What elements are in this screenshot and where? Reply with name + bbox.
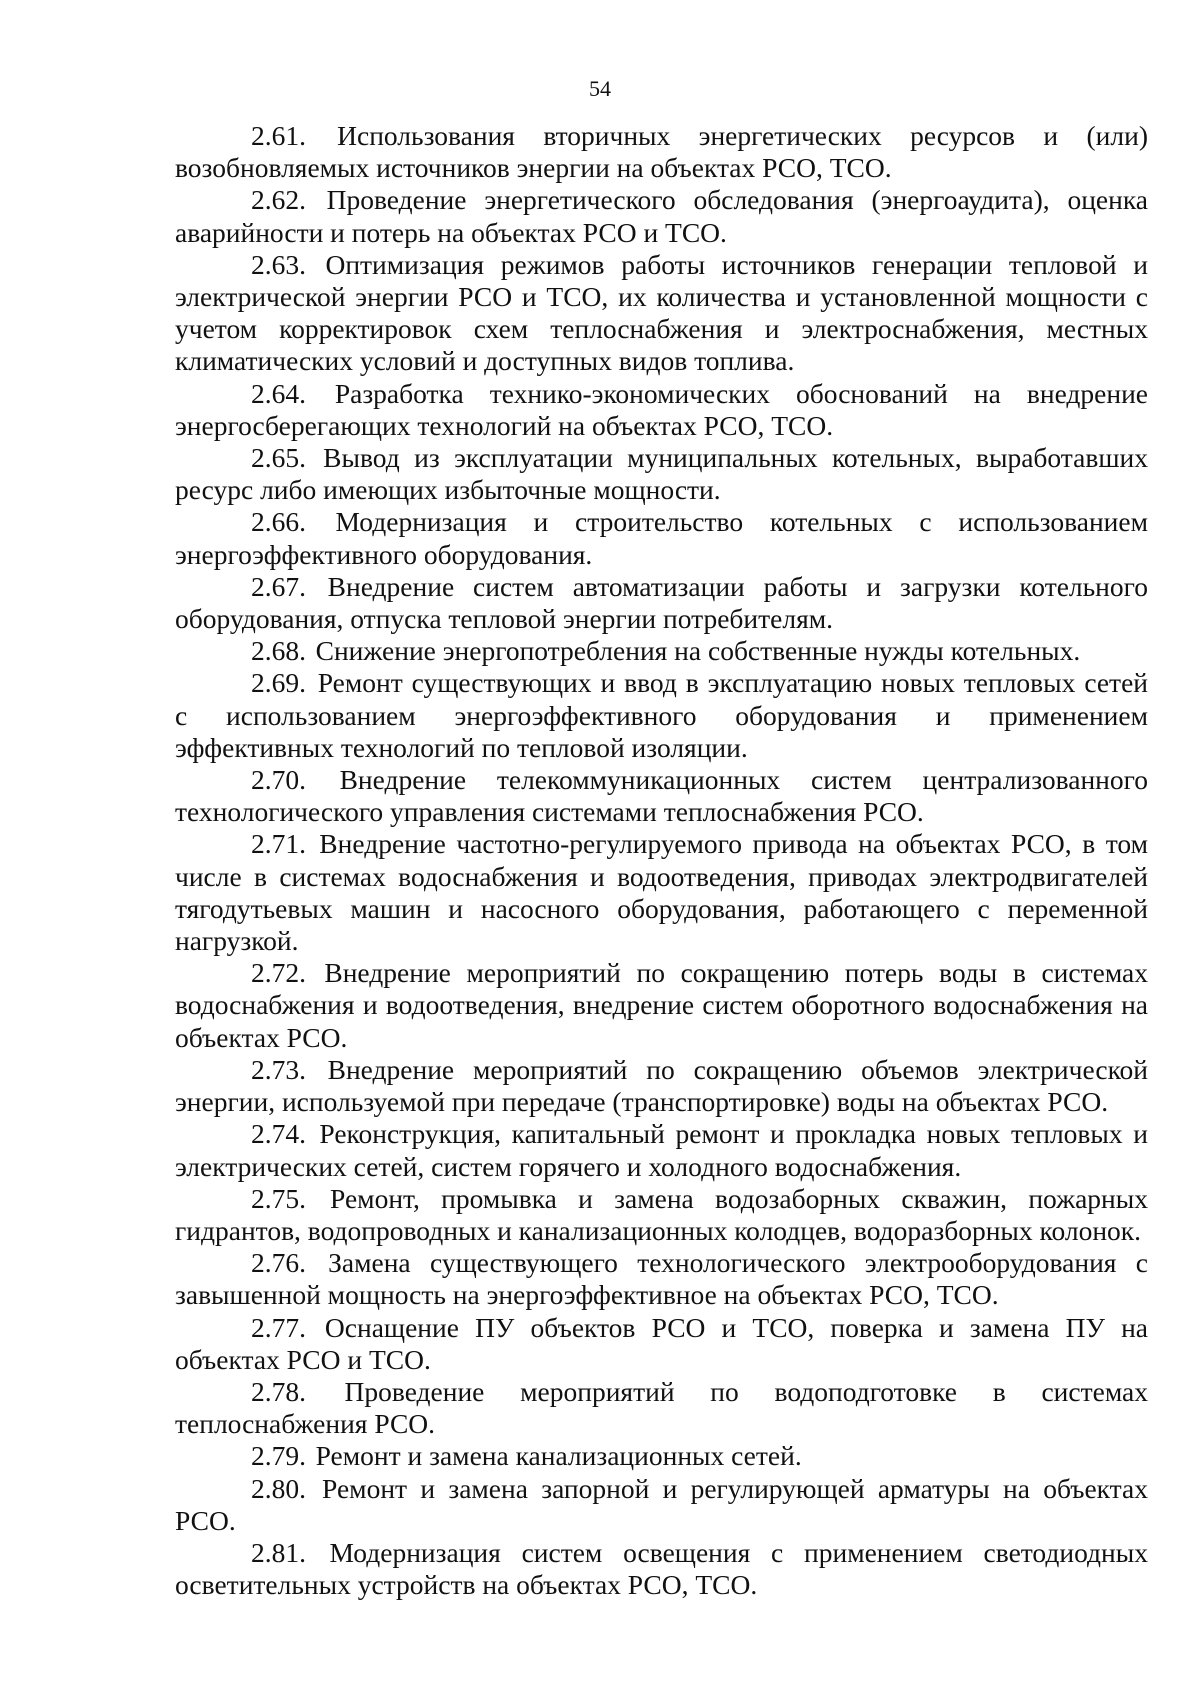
list-item (175, 1440, 1148, 1472)
item-text: Ремонт и замена запорной и регулирующей арматуры на объектах РСО. (175, 1472, 1148, 1536)
item-number: 2.75. (251, 1182, 306, 1214)
item-text: Вывод из эксплуатации муниципальных котельных, выработавших ресурс либо имеющих избыточные мощности. (175, 442, 1148, 506)
item-text: Внедрение систем автоматизации работы и загрузки котельного оборудования, отпуска тепловой энергии потребителям. (175, 570, 1148, 635)
list-item (175, 1537, 1148, 1601)
item-text: Замена существующего технологического электрооборудования с завышенной мощность на энергоэффективное на объектах РСО, ТСО. (175, 1247, 1148, 1311)
list-item (175, 957, 1148, 1054)
item-number: 2.76. (251, 1247, 306, 1279)
item-number: 2.74. (251, 1118, 306, 1150)
item-text: Ремонт и замена канализационных сетей. (315, 1440, 802, 1472)
item-text: Внедрение мероприятий по сокращению потерь воды в системах водоснабжения и водоотведения, внедрение систем оборотного водоснабжения на объектах РСО. (175, 957, 1148, 1053)
item-number: 2.77. (251, 1311, 306, 1343)
list-item (175, 249, 1148, 378)
list-item (175, 571, 1148, 635)
item-text: Проведение энергетического обследования (энергоаудита), оценка аварийности и потерь на объектах РСО и ТСО. (175, 184, 1149, 248)
list-item (175, 1473, 1148, 1537)
item-number: 2.65. (251, 442, 306, 474)
list-item (175, 442, 1148, 506)
item-text: Модернизация и строительство котельных с использованием энергоэффективного оборудования. (175, 506, 1148, 570)
list-item (175, 764, 1148, 828)
list-item (175, 1247, 1148, 1311)
list-item (175, 667, 1148, 764)
item-text: Использования вторичных энергетических ресурсов и (или) возобновляемых источников энергии на объектах РСО, ТСО. (175, 120, 1148, 184)
list-item (175, 635, 1148, 667)
item-number: 2.67. (251, 570, 306, 602)
item-text: Ремонт, промывка и замена водозаборных скважин, пожарных гидрантов, водопроводных и канализационных колодцев, водоразборных колонок. (175, 1182, 1149, 1246)
item-number: 2.72. (251, 957, 306, 989)
item-number: 2.62. (251, 184, 306, 216)
item-number: 2.66. (251, 506, 306, 538)
list-item (175, 120, 1148, 184)
item-text: Разработка технико-экономических обоснований на внедрение энергосберегающих технологий на объектах РСО, ТСО. (175, 377, 1149, 441)
item-number: 2.68. (251, 635, 306, 667)
list-item (175, 1312, 1148, 1376)
item-text: Реконструкция, капитальный ремонт и прокладка новых тепловых и электрических сетей, систем горячего и холодного водоснабжения. (175, 1118, 1148, 1182)
item-text: Ремонт существующих и ввод в эксплуатацию новых тепловых сетей с использованием энергоэффективного оборудования и применением эффективных технологий по тепловой изоляции. (175, 667, 1149, 763)
item-text: Оптимизация режимов работы источников генерации тепловой и электрической энергии РСО и ТСО, их количества и установленной мощности с учетом корректировок схем теплоснабжения и электроснабжения, местных климатических условий и доступных видов топлива. (175, 248, 1148, 377)
item-text: Внедрение мероприятий по сокращению объемов электрической энергии, используемой при передаче (транспортировке) воды на объектах РСО. (175, 1053, 1148, 1118)
item-number: 2.61. (251, 120, 306, 151)
item-number: 2.71. (251, 828, 306, 860)
item-number: 2.70. (251, 764, 306, 796)
list-item (175, 1118, 1148, 1182)
list-item (175, 184, 1148, 248)
page-number: 54 (589, 76, 611, 101)
item-number: 2.81. (251, 1536, 306, 1568)
item-number: 2.80. (251, 1472, 306, 1504)
list-item (175, 506, 1148, 570)
item-number: 2.79. (251, 1440, 306, 1472)
item-number: 2.69. (251, 667, 306, 699)
item-text: Снижение энергопотребления на собственные нужды котельных. (315, 635, 1081, 667)
item-text: Проведение мероприятий по водоподготовке в системах теплоснабжения РСО. (175, 1375, 1148, 1440)
document-body (175, 120, 1148, 1601)
item-number: 2.73. (251, 1053, 306, 1085)
item-number: 2.63. (251, 248, 306, 280)
item-text: Оснащение ПУ объектов РСО и ТСО, поверка и замена ПУ на объектах РСО и ТСО. (175, 1311, 1148, 1375)
item-number: 2.64. (251, 377, 306, 409)
item-text: Внедрение частотно-регулируемого привода на объектах РСО, в том числе в системах водоснабжения и водоотведения, приводах электродвигателей тягодутьевых машин и насосного оборудования, работающего с переменной нагрузкой. (175, 828, 1149, 957)
list-item (175, 1183, 1148, 1247)
item-text: Внедрение телекоммуникационных систем централизованного технологического управления системами теплоснабжения РСО. (175, 764, 1148, 828)
list-item (175, 1376, 1148, 1440)
list-item (175, 1054, 1148, 1118)
item-number: 2.78. (251, 1375, 306, 1407)
item-text: Модернизация систем освещения с применением светодиодных осветительных устройств на объектах РСО, ТСО. (175, 1536, 1148, 1601)
list-item (175, 378, 1148, 442)
list-item (175, 828, 1148, 957)
